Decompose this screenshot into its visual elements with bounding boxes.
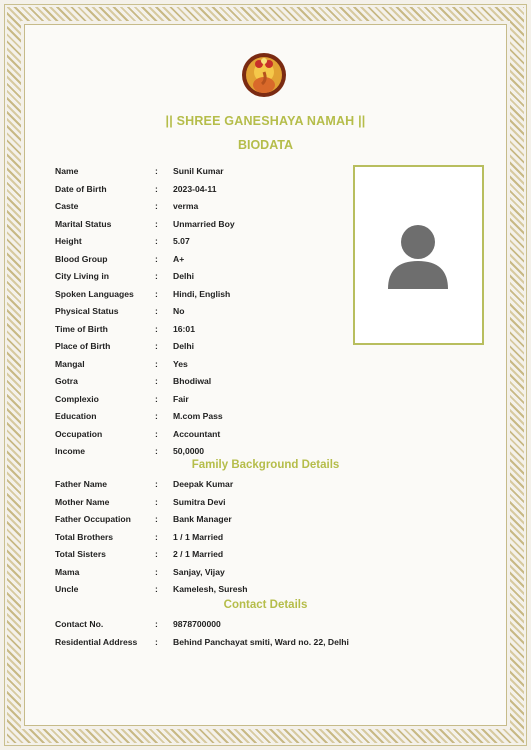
separator: : (155, 393, 158, 404)
detail-value: Sanjay, Vijay (173, 566, 225, 577)
detail-value: 50,0000 (173, 446, 205, 456)
detail-row (55, 511, 475, 529)
detail-label: Mother Name (55, 496, 110, 507)
detail-value: Yes (173, 358, 188, 369)
detail-value: Kamelesh, Suresh (173, 584, 248, 594)
contact-details (55, 616, 475, 651)
detail-row (55, 494, 475, 512)
detail-row (55, 391, 475, 409)
separator: : (155, 271, 158, 281)
detail-row (55, 564, 475, 582)
detail-label: Income (55, 446, 86, 456)
detail-row (55, 181, 475, 199)
detail-row (55, 286, 475, 304)
detail-value: Bhodiwal (173, 376, 212, 386)
detail-row (55, 356, 475, 374)
separator: : (155, 636, 158, 647)
separator: : (155, 584, 158, 594)
detail-value: 2 / 1 Married (173, 549, 224, 559)
detail-label: Blood Group (55, 253, 108, 264)
detail-row (55, 268, 475, 286)
detail-value: Fair (173, 393, 189, 404)
detail-label: Physical Status (55, 306, 119, 316)
detail-value: Sumitra Devi (173, 496, 226, 507)
detail-label: Spoken Languages (55, 288, 134, 299)
separator: : (155, 306, 158, 316)
separator: : (155, 566, 158, 577)
separator: : (155, 619, 158, 629)
detail-row (55, 216, 475, 234)
separator: : (155, 288, 158, 299)
separator: : (155, 236, 158, 246)
separator: : (155, 428, 158, 439)
separator: : (155, 531, 158, 542)
detail-row (55, 546, 475, 564)
separator: : (155, 341, 158, 351)
invocation-heading: || SHREE GANESHAYA NAMAH || (165, 114, 366, 128)
detail-label: Mama (55, 566, 80, 577)
detail-row (55, 198, 475, 216)
detail-value: Unmarried Boy (173, 218, 235, 229)
separator: : (155, 201, 158, 211)
detail-value: 2023-04-11 (173, 183, 217, 194)
separator: : (155, 446, 158, 456)
detail-row (55, 408, 475, 426)
detail-label: Contact No. (55, 619, 104, 629)
separator: : (155, 514, 158, 524)
separator: : (155, 323, 158, 334)
detail-row (55, 373, 475, 391)
detail-label: Time of Birth (55, 323, 108, 334)
family-details (55, 476, 475, 599)
detail-label: Occupation (55, 428, 103, 439)
detail-row (55, 581, 475, 599)
detail-value: Sunil Kumar (173, 166, 224, 176)
separator: : (155, 376, 158, 386)
detail-row (55, 616, 475, 634)
detail-value: A+ (173, 253, 185, 264)
family-section-title: Family Background Details (191, 459, 340, 471)
detail-row (55, 321, 475, 339)
separator: : (155, 496, 158, 507)
separator: : (155, 218, 158, 229)
detail-row (55, 163, 475, 181)
detail-label: Uncle (55, 584, 79, 594)
detail-value: verma (173, 201, 199, 211)
detail-value: 5.07 (173, 236, 190, 246)
detail-value: Bank Manager (173, 514, 232, 524)
detail-label: Marital Status (55, 218, 112, 229)
detail-label: Father Occupation (55, 514, 131, 524)
separator: : (155, 479, 158, 489)
detail-label: Residential Address (55, 636, 138, 647)
detail-value: No (173, 306, 185, 316)
detail-value: 9878700000 (173, 619, 221, 629)
separator: : (155, 166, 158, 176)
detail-row (55, 426, 475, 444)
detail-value: Hindi, English (173, 288, 231, 299)
detail-label: Date of Birth (55, 183, 107, 194)
detail-label: Height (55, 236, 82, 246)
ganesha-icon (241, 52, 287, 98)
separator: : (155, 253, 158, 264)
detail-value: Delhi (173, 271, 195, 281)
detail-row (55, 443, 475, 461)
detail-label: City Living in (55, 271, 109, 281)
detail-row (55, 529, 475, 547)
detail-value: 16:01 (173, 323, 195, 334)
separator: : (155, 183, 158, 194)
detail-value: Accountant (173, 428, 221, 439)
detail-label: Education (55, 411, 97, 421)
detail-label: Mangal (55, 358, 85, 369)
detail-value: Deepak Kumar (173, 479, 234, 489)
personal-details (55, 163, 475, 461)
detail-label: Total Sisters (55, 549, 106, 559)
detail-label: Caste (55, 201, 79, 211)
detail-value: Delhi (173, 341, 195, 351)
detail-row (55, 251, 475, 269)
contact-section-title: Contact Details (223, 599, 308, 611)
separator: : (155, 411, 158, 421)
detail-row (55, 476, 475, 494)
detail-row (55, 634, 475, 652)
separator: : (155, 358, 158, 369)
detail-label: Gotra (55, 376, 78, 386)
detail-label: Name (55, 166, 79, 176)
detail-label: Complexio (55, 393, 99, 404)
detail-label: Father Name (55, 479, 108, 489)
document-title: BIODATA (237, 138, 294, 152)
separator: : (155, 549, 158, 559)
detail-row (55, 338, 475, 356)
detail-row (55, 303, 475, 321)
detail-value: Behind Panchayat smiti, Ward no. 22, Delhi (173, 636, 349, 647)
detail-label: Place of Birth (55, 341, 111, 351)
detail-value: M.com Pass (173, 411, 223, 421)
detail-label: Total Brothers (55, 531, 114, 542)
detail-value: 1 / 1 Married (173, 531, 224, 542)
detail-row (55, 233, 475, 251)
